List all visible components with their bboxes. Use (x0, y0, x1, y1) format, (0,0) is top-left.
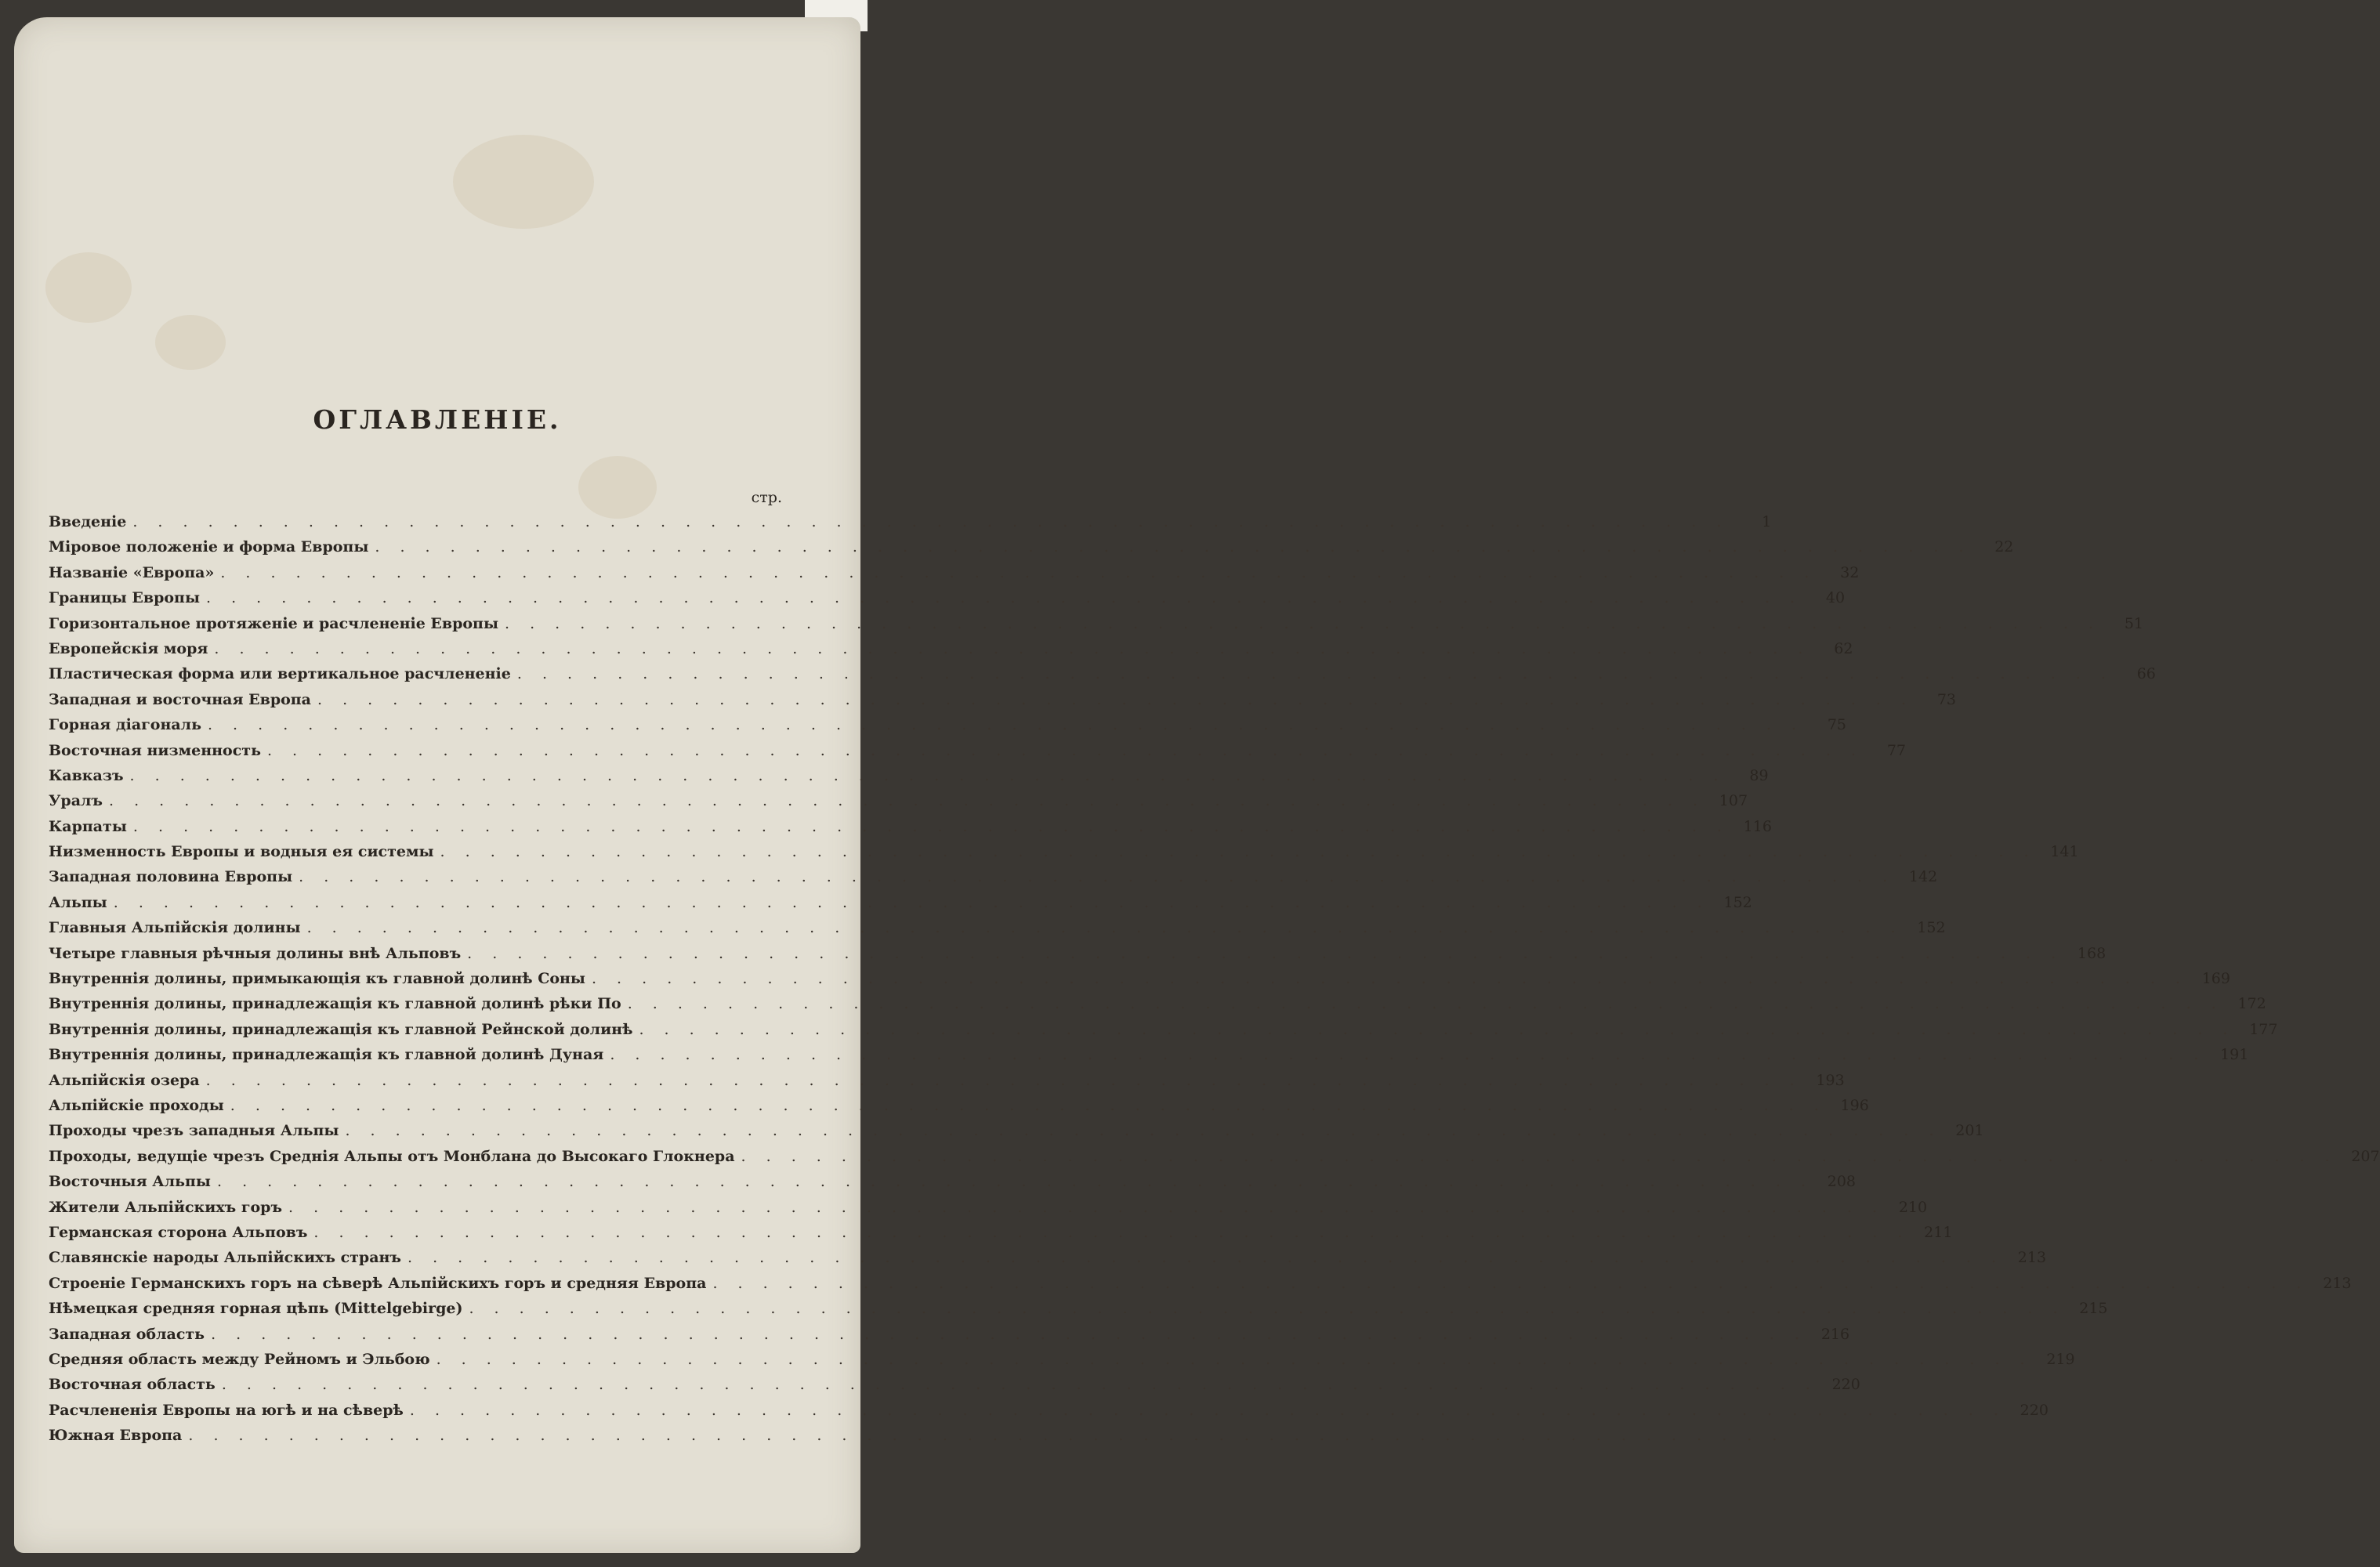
toc-entry (49, 991, 2266, 1016)
toc-entry (49, 1118, 1984, 1143)
toc-entry-page: 220 (2020, 1401, 2049, 1419)
toc-entry-title: Уралъ (49, 792, 103, 810)
toc-entry-title: Проходы чрезъ западныя Альпы (49, 1122, 339, 1140)
toc-entry-page: 211 (1924, 1223, 1953, 1241)
toc-entry-title: Главныя Альпійскія долины (49, 919, 301, 937)
toc-leader-dots (440, 839, 2037, 864)
toc-entry-title: Альпійскіе проходы (49, 1096, 224, 1114)
toc-entry-title: Внутреннія долины, принадлежащія къ главной долинѣ Дуная (49, 1046, 604, 1064)
toc-entry (49, 839, 2079, 864)
toc-entry-title: Проходы, ведущіе чрезъ Среднія Альпы отъ Монблана до Высокаго Глокнера (49, 1147, 735, 1165)
toc-entry (49, 1296, 2108, 1321)
toc-entry-title: Германская сторона Альповъ (49, 1223, 308, 1241)
toc-entry (49, 1245, 2047, 1270)
toc-entry-title: Жители Альпійскихъ горъ (49, 1198, 283, 1216)
toc-leader-dots (408, 1245, 2004, 1270)
toc-entry-page: 208 (1827, 1173, 1857, 1191)
toc-entry-page: 40 (1825, 589, 1846, 607)
toc-leader-dots (437, 1347, 2033, 1372)
toc-entry-page: 201 (1955, 1122, 1984, 1140)
toc-entry-page: 210 (1898, 1198, 1928, 1216)
toc-entry (49, 509, 1772, 534)
toc-entry (49, 712, 1846, 737)
toc-entry-page: 73 (1936, 690, 1957, 708)
toc-entry-title: Восточныя Альпы (49, 1173, 211, 1191)
toc-entry (49, 1093, 1869, 1118)
toc-entry-title: Пластическая форма или вертикальное расчлененіе (49, 665, 511, 683)
toc-entry-page: 177 (2249, 1020, 2278, 1038)
toc-leader-dots (188, 1423, 1784, 1448)
toc-leader-dots (467, 941, 2063, 966)
toc-entry-page: 62 (1834, 639, 1853, 657)
toc-entry-title: Европейскія моря (49, 639, 208, 657)
toc-entry-title: Строеніе Германскихъ горъ на сѣверѣ Альпійскихъ горъ и средняя Европа (49, 1274, 707, 1292)
toc-leader-dots (208, 712, 1804, 737)
toc-leader-dots (217, 1169, 1813, 1194)
toc-entry (49, 1347, 2075, 1372)
toc-leader-dots (114, 890, 1710, 915)
toc-entry-title: Западная область (49, 1325, 205, 1343)
toc-entry-page: 22 (1994, 538, 2014, 556)
toc-entry (49, 687, 1957, 712)
toc-entry-page: 107 (1719, 792, 1748, 810)
toc-list (49, 509, 2380, 1448)
toc-leader-dots (307, 915, 1904, 940)
toc-entry (49, 611, 2144, 636)
toc-leader-dots (517, 661, 2114, 686)
toc-entry-page: 1 (1762, 513, 1772, 530)
page-stain (45, 252, 132, 323)
toc-entry-title: Западная и восточная Европа (49, 690, 311, 708)
toc-entry (49, 1398, 2049, 1423)
page-stain (453, 135, 594, 229)
page-title: ОГЛАВЛЕНІЕ. (313, 404, 562, 435)
toc-entry (49, 585, 1846, 610)
toc-entry-title: Кавказъ (49, 766, 124, 784)
toc-entry (49, 1271, 2352, 1296)
toc-entry-title: Карпаты (49, 817, 127, 835)
toc-entry-title: Восточная низменность (49, 741, 261, 759)
toc-leader-dots (592, 966, 2188, 991)
toc-entry (49, 1042, 2249, 1067)
toc-entry-page: 77 (1886, 741, 1906, 759)
toc-leader-dots (345, 1118, 1941, 1143)
toc-entry (49, 1144, 2380, 1169)
toc-entry-page: 219 (2046, 1350, 2075, 1368)
toc-entry (49, 966, 2230, 991)
toc-entry-title: Славянскіе народы Альпійскихъ странъ (49, 1249, 401, 1267)
toc-leader-dots (220, 560, 1817, 585)
toc-entry-page: 32 (1840, 563, 1860, 581)
toc-leader-dots (109, 788, 1705, 813)
toc-leader-dots (313, 1220, 1910, 1245)
toc-leader-dots (130, 763, 1726, 788)
toc-leader-dots (317, 687, 1914, 712)
toc-entry-title: Низменность Европы и водныя ея системы (49, 843, 434, 861)
toc-entry-page: 142 (1908, 868, 1938, 886)
toc-entry-title: Южная Европа (49, 1427, 183, 1445)
toc-entry-page: 116 (1743, 817, 1772, 835)
toc-entry-title: Міровое положеніе и форма Европы (49, 538, 369, 556)
toc-entry-page: 196 (1840, 1096, 1869, 1114)
toc-entry-page: 141 (2050, 843, 2079, 861)
toc-entry (49, 941, 2106, 966)
toc-leader-dots (712, 1271, 2309, 1296)
toc-entry (49, 890, 1752, 915)
toc-leader-dots (132, 509, 1729, 534)
toc-entry-page: 191 (2220, 1046, 2249, 1064)
toc-leader-dots (410, 1398, 2006, 1423)
toc-entry-title: Альпійскія озера (49, 1071, 200, 1089)
toc-leader-dots (214, 636, 1810, 661)
toc-leader-dots (375, 534, 1971, 559)
toc-entry-page: 220 (1831, 1376, 1860, 1394)
toc-entry (49, 1068, 1845, 1093)
toc-entry-page: 193 (1816, 1071, 1845, 1089)
toc-leader-dots (610, 1042, 2206, 1067)
page-stain (155, 315, 226, 370)
toc-entry-title: Границы Европы (49, 589, 201, 607)
page-column-header: стр. (751, 489, 782, 506)
toc-entry (49, 864, 1938, 889)
toc-entry-title: Восточная область (49, 1376, 216, 1394)
toc-leader-dots (639, 1017, 2235, 1042)
toc-entry-title: Горная діагональ (49, 716, 201, 734)
toc-entry (49, 788, 1748, 813)
toc-entry-page: 66 (2136, 665, 2156, 683)
toc-entry-title: Четыре главныя рѣчныя долины внѣ Альповъ (49, 944, 462, 962)
toc-leader-dots (288, 1195, 1885, 1220)
toc-entry (49, 814, 1772, 839)
toc-leader-dots (505, 611, 2101, 636)
toc-entry-title: Нѣмецкая средняя горная цѣпь (Mittelgebirge) (49, 1300, 463, 1318)
toc-entry (49, 1322, 1850, 1347)
toc-entry (49, 1195, 1928, 1220)
toc-entry-title: Расчлененія Европы на югѣ и на сѣверѣ (49, 1401, 404, 1419)
toc-entry-page: 172 (2237, 995, 2266, 1013)
toc-entry-title: Внутреннія долины, примыкающія къ главной долинѣ Соны (49, 970, 585, 988)
table-of-contents (49, 486, 2380, 1448)
toc-entry-title: Введеніе (49, 513, 127, 530)
toc-entry-title: Названіе «Европа» (49, 563, 215, 581)
toc-entry-page: 207 (2351, 1147, 2380, 1165)
toc-entry (49, 1423, 785, 1448)
toc-entry-page: 213 (2017, 1249, 2047, 1267)
book-page (14, 17, 2380, 1553)
toc-leader-dots (299, 864, 1895, 889)
toc-entry (49, 534, 2014, 559)
toc-entry-page: 215 (2079, 1300, 2108, 1318)
toc-entry-page: 152 (1917, 919, 1946, 937)
toc-entry (49, 560, 1860, 585)
toc-entry (49, 763, 1769, 788)
toc-leader-dots (469, 1296, 2065, 1321)
toc-entry-page: 51 (2124, 614, 2144, 632)
toc-leader-dots (230, 1093, 1827, 1118)
toc-entry (49, 915, 1946, 940)
toc-entry (49, 1372, 1860, 1397)
toc-entry (49, 738, 1906, 763)
toc-entry (49, 1220, 1953, 1245)
toc-entry (49, 1017, 2278, 1042)
toc-entry-page: 216 (1820, 1325, 1850, 1343)
toc-leader-dots (267, 738, 1864, 763)
toc-entry-page: 169 (2201, 970, 2230, 988)
toc-entry-title: Внутреннія долины, принадлежащія къ главной долинѣ рѣки По (49, 995, 621, 1013)
toc-entry-title: Западная половина Европы (49, 868, 293, 886)
toc-leader-dots (211, 1322, 1807, 1347)
toc-entry-title: Внутреннія долины, принадлежащія къ главной Рейнской долинѣ (49, 1020, 633, 1038)
toc-leader-dots (206, 1068, 1802, 1093)
toc-leader-dots (133, 814, 1730, 839)
toc-entry-page: 152 (1723, 893, 1752, 911)
toc-entry (49, 636, 1853, 661)
toc-leader-dots (628, 991, 2224, 1016)
toc-entry-page: 213 (2323, 1274, 2352, 1292)
toc-entry-page: 75 (1827, 716, 1846, 734)
toc-leader-dots (741, 1144, 2338, 1169)
toc-entry-title: Средняя область между Рейномъ и Эльбою (49, 1350, 430, 1368)
toc-leader-dots (222, 1372, 1818, 1397)
toc-leader-dots (206, 585, 1802, 610)
toc-entry-page: 89 (1749, 766, 1769, 784)
toc-entry-title: Альпы (49, 893, 107, 911)
toc-entry (49, 1169, 1857, 1194)
toc-entry (49, 661, 2156, 686)
toc-entry-title: Горизонтальное протяженіе и расчлененіе Европы (49, 614, 498, 632)
toc-entry-page: 168 (2077, 944, 2106, 962)
